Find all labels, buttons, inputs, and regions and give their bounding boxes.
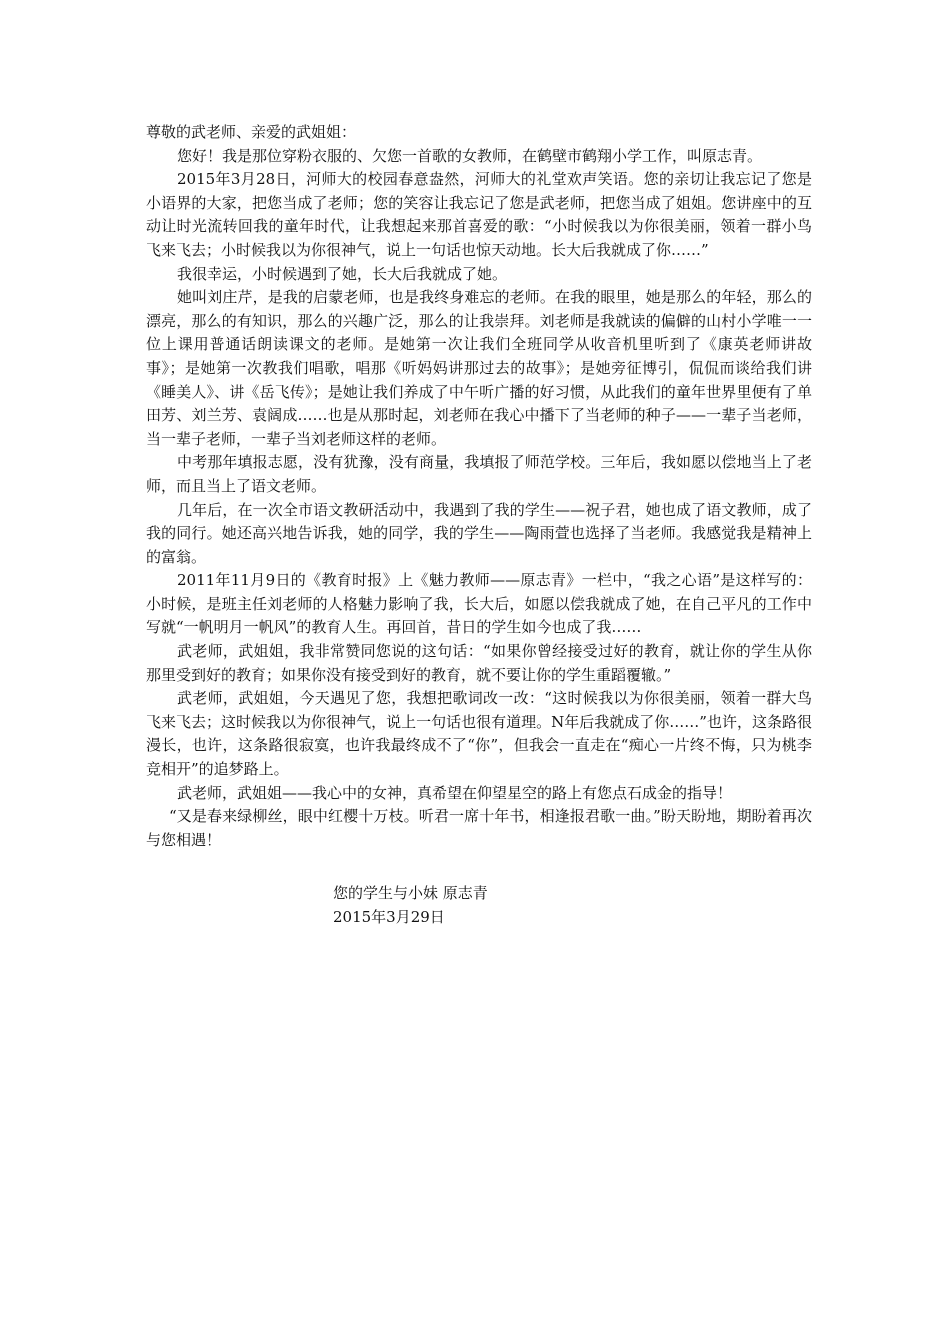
letter-paragraph: 2011年11月9日的《教育时报》上《魅力教师——原志青》一栏中，“我之心语”是这样写的：小时候，是班主任刘老师的人格魅力影响了我，长大后，如愿以偿我就成了她，在自己平凡的工作中写就“一帆明月一帆风”的教育人生。再回首，昔日的学生如今也成了我…… — [146, 571, 812, 637]
letter-body — [146, 121, 812, 930]
letter-paragraph: 2015年3月28日，河师大的校园春意盎然，河师大的礼堂欢声笑语。您的亲切让我忘记了您是小语界的大家，把您当成了老师；您的笑容让我忘记了您是武老师，把您当成了姐姐。您讲座中的互动让时光流转回我的童年时代，让我想起来那首喜爱的歌：“小时候我以为你很美丽，领着一群小鸟飞来飞去；小时候我以为你很神气，说上一句话也惊天动地。长大后我就成了你……” — [146, 170, 812, 259]
signature-spacer — [146, 852, 812, 882]
letter-date: 2015年3月29日 — [333, 908, 445, 926]
letter-paragraph: 武老师，武姐姐，今天遇见了您，我想把歌词改一改：“这时候我以为你很美丽，领着一群大鸟飞来飞去；这时候我以为你很神气，说上一句话也很有道理。N年后我就成了你……”也许，这条路很漫长，也许，这条路很寂寞，也许我最终成不了“你”，但我会一直走在“痴心一片终不悔，只为桃李竞相开”的追梦路上。 — [146, 689, 812, 779]
letter-signature: 您的学生与小妹 原志青 — [333, 884, 488, 903]
letter-paragraph: 您好！我是那位穿粉衣服的、欠您一首歌的女教师，在鹤壁市鹤翔小学工作，叫原志青。 — [177, 146, 763, 165]
letter-paragraph: 我很幸运，小时候遇到了她，长大后我就成了她。 — [177, 264, 508, 283]
letter-paragraph: 武老师，武姐姐——我心中的女神，真希望在仰望星空的路上有您点石成金的指导！ — [177, 783, 733, 802]
letter-paragraph: 中考那年填报志愿，没有犹豫，没有商量，我填报了师范学校。三年后，我如愿以偿地当上了老师，而且当上了语文老师。 — [146, 453, 812, 495]
letter-paragraph: 武老师，武姐姐，我非常赞同您说的这句话：“如果你曾经接受过好的教育，就让你的学生从你那里受到好的教育；如果你没有接受到好的教育，就不要让你的学生重蹈覆辙。” — [146, 642, 812, 684]
letter-salutation: 尊敬的武老师、亲爱的武姐姐： — [146, 123, 357, 141]
letter-closing-paragraph: “又是春来绿柳丝，眼中红樱十万枝。听君一席十年书，相逢报君歌一曲。”盼天盼地，期盼着再次与您相遇！ — [146, 807, 812, 849]
letter-paragraph: 几年后，在一次全市语文教研活动中，我遇到了我的学生——祝子君，她也成了语文教师，成了我的同行。她还高兴地告诉我，她的同学，我的学生——陶雨萱也选择了当老师。我感觉我是精神上的富翁。 — [146, 500, 812, 566]
letter-paragraph: 她叫刘庄芹，是我的启蒙老师，也是我终身难忘的老师。在我的眼里，她是那么的年轻，那么的漂亮，那么的有知识，那么的兴趣广泛，那么的让我崇拜。刘老师是我就读的偏僻的山村小学唯一一位上课用普通话朗读课文的老师。是她第一次让我们全班同学从收音机里听到了《康英老师讲故事》；是她第一次教我们唱歌，唱那《听妈妈讲那过去的故事》；是她旁征博引，侃侃而谈给我们讲《睡美人》、讲《岳飞传》；是她让我们养成了中午听广播的好习惯，从此我们的童年世界里便有了单田芳、刘兰芳、袁阔成……也是从那时起，刘老师在我心中播下了当老师的种子——一辈子当老师，当一辈子老师，一辈子当刘老师这样的老师。 — [146, 288, 812, 448]
